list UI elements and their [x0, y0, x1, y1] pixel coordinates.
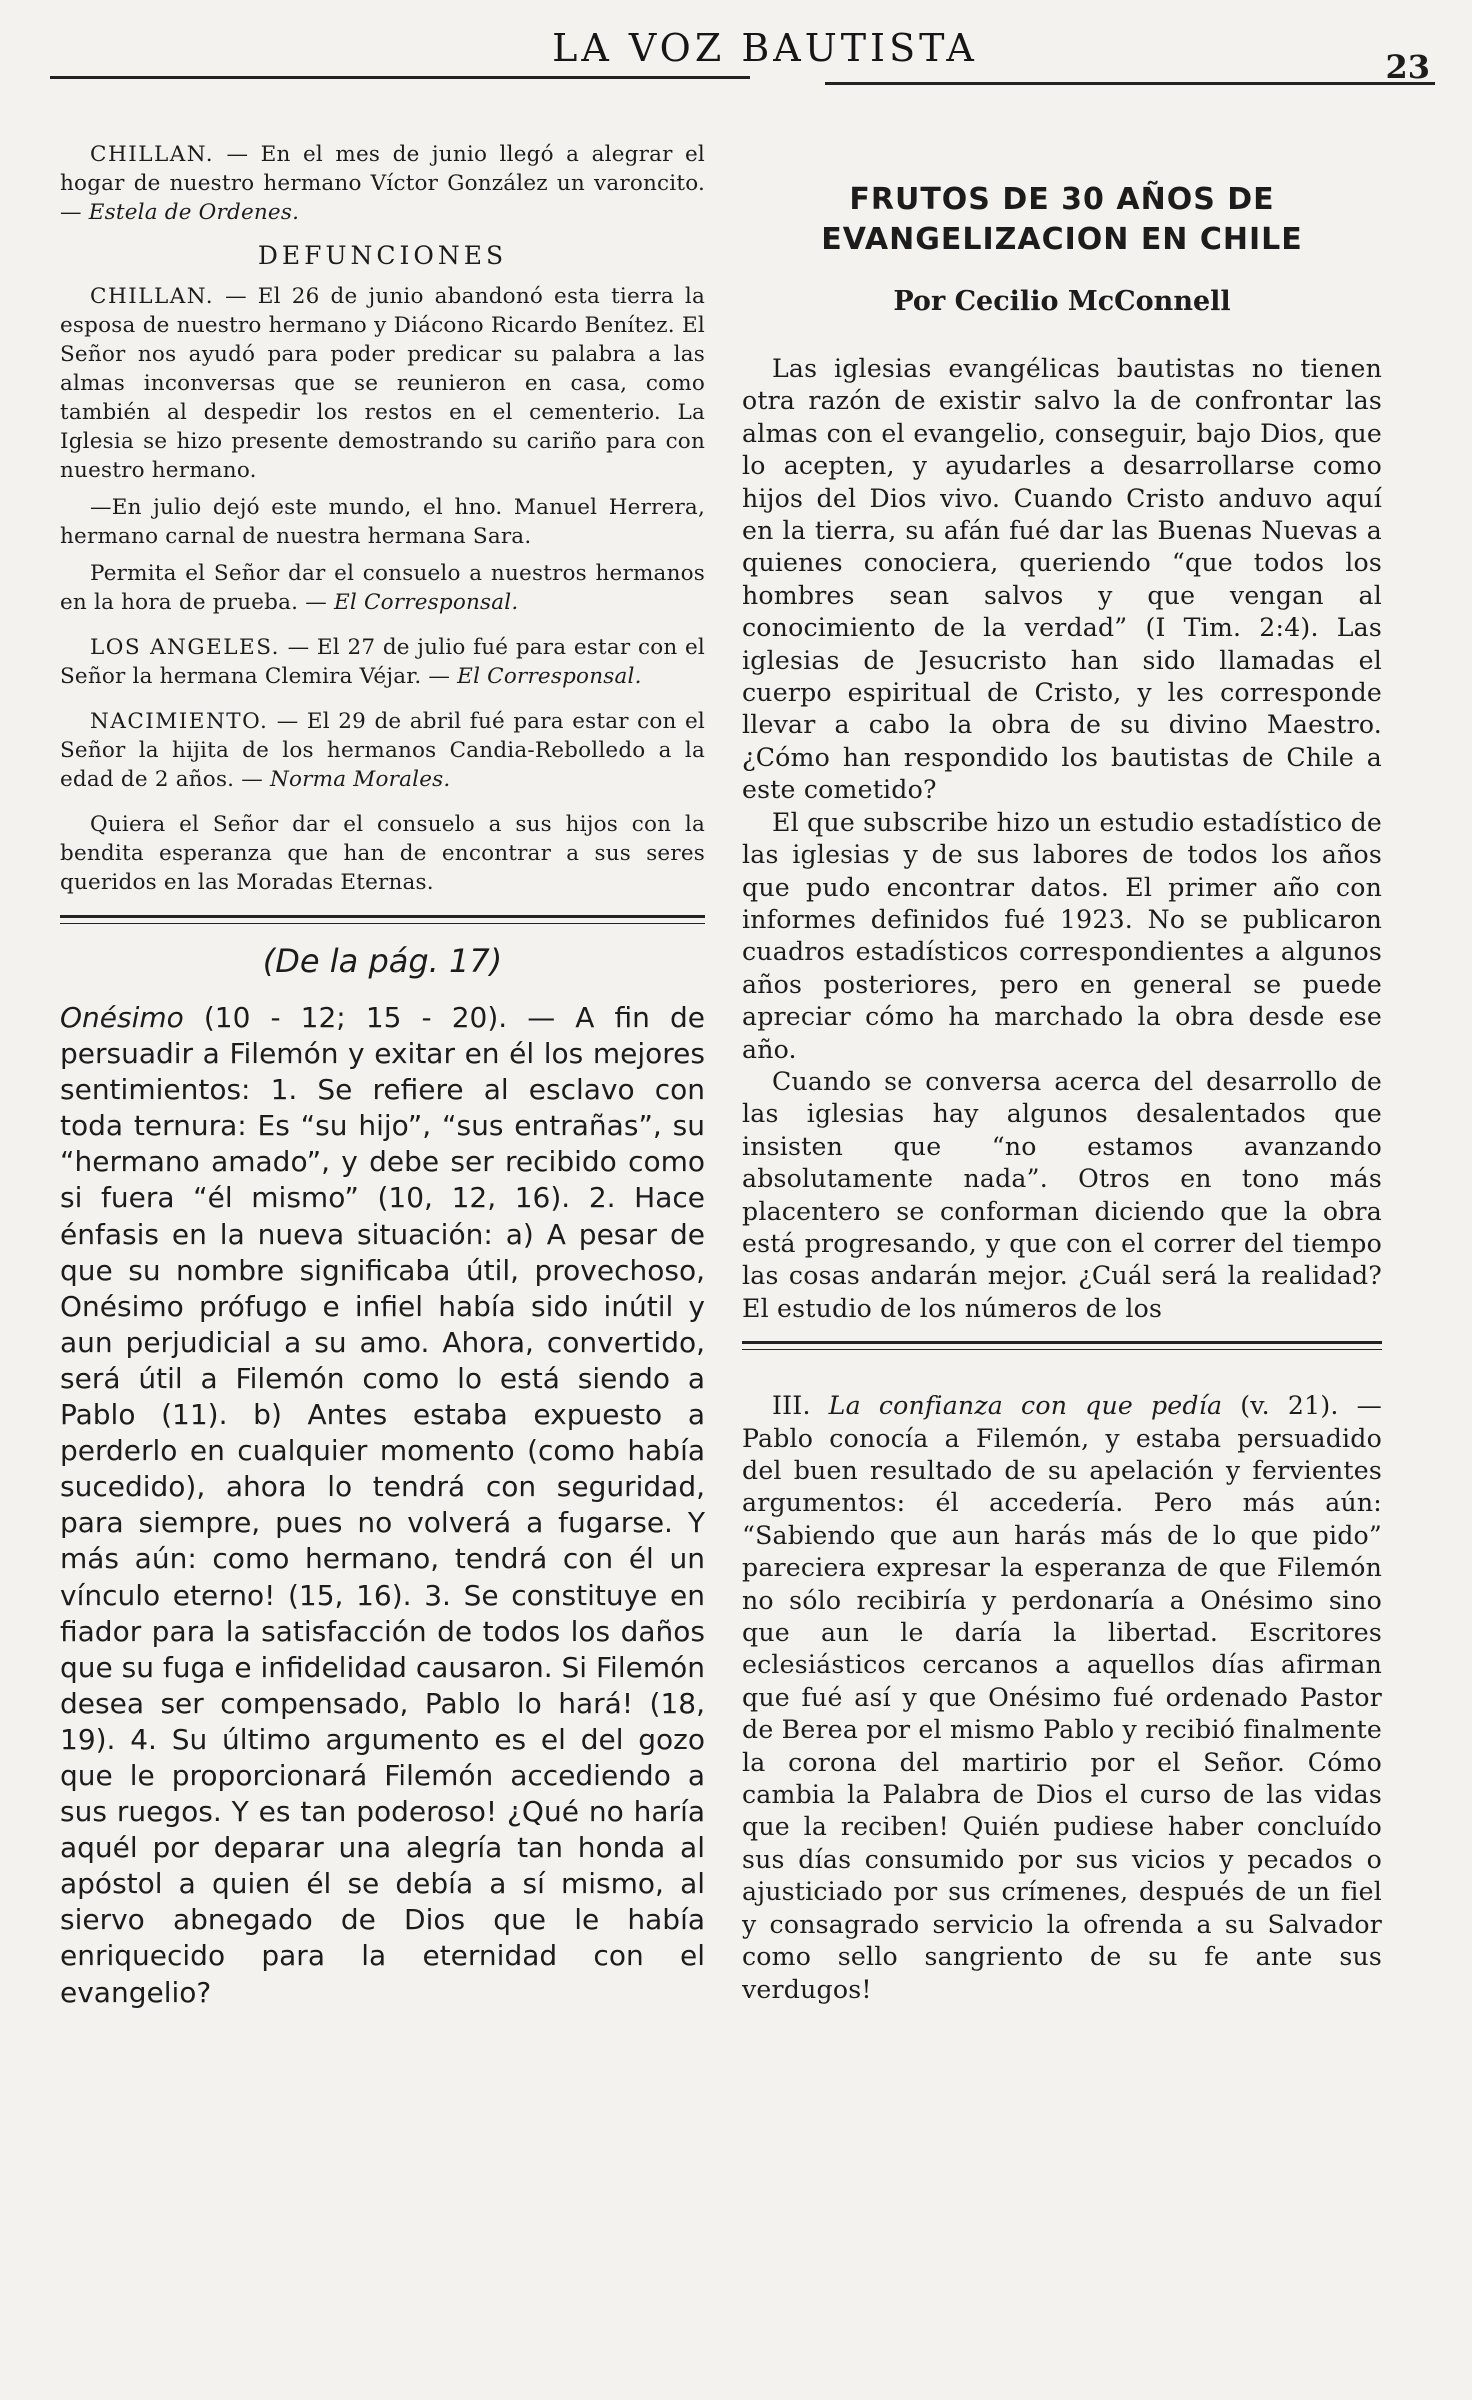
defuncion-consuelo [60, 559, 705, 617]
onesimo-paragraph [60, 1000, 705, 2011]
page-number: 23 [1385, 48, 1430, 86]
defunciones-heading: DEFUNCIONES [257, 241, 508, 270]
defuncion-signature: El Corresponsal. [457, 664, 642, 689]
left-column [60, 140, 705, 2011]
article-title: FRUTOS DE 30 AÑOS DE EVANGELIZACION EN CHILE [821, 182, 1303, 257]
defuncion-place: NACIMIENTO. [90, 709, 269, 734]
page-header [50, 18, 1440, 108]
magazine-title: LA VOZ BAUTISTA [552, 26, 978, 70]
continued-from: (De la pág. 17) [262, 942, 503, 980]
notice-chillan-birth [60, 140, 705, 227]
article-paragraph: Cuando se conversa acerca del desarrollo de las iglesias hay algunos desalentados que insisten que “no estamos avanzando absolutamente nada”. Otros en tono más placentero se conforman diciendo que la obra está progresando, y que con el correr del tiempo las cosas andarán mejor. ¿Cuál será la realidad? El estudio de los números de los [742, 1066, 1382, 1323]
defuncion-text: Permita el Señor dar el consuelo a nuestros hermanos en la hora de prueba. — [60, 561, 705, 615]
defuncion-signature: Norma Morales. [269, 767, 451, 792]
header-rule-right [825, 82, 1435, 85]
section-three-paragraph [742, 1390, 1382, 2006]
notice-place: CHILLAN. [90, 142, 215, 167]
defuncion-place: LOS ANGELES. [90, 635, 281, 660]
defuncion-chillan [60, 282, 705, 485]
notice-signature: Estela de Ordenes. [88, 200, 300, 225]
defuncion-herrera: —En julio dejó este mundo, el hno. Manuel Herrera, hermano carnal de nuestra hermana Sara. [60, 495, 705, 549]
defuncion-signature: El Corresponsal. [333, 590, 519, 615]
section-three-ref: (v. 21). [1222, 1391, 1339, 1421]
defuncion-text: — El 26 de junio abandonó esta tierra la esposa de nuestro hermano y Diácono Ricardo Benítez. El Señor nos ayudó para poder predicar su palabra a las almas inconversas que se reunieron en casa, como también al despedir los restos en el cementerio. La Iglesia se hizo presente demostrando su cariño para con nuestro hermano. [60, 284, 705, 483]
onesimo-text: (10 - 12; 15 - 20). — A fin de persuadir a Filemón y exitar en él los mejores sentimientos: 1. Se refiere al esclavo con toda ternura: Es “su hijo”, “sus entrañas”, su “hermano amado”, y debe ser recibido como si fuera “él mismo” (10, 12, 16). 2. Hace énfasis en la nueva situación: a) A pesar de que su nombre significaba útil, provechoso, Onésimo prófugo e infiel había sido inútil y aun perjudicial a su amo. Ahora, convertido, será útil a Filemón como lo está siendo a Pablo (11). b) Antes estaba expuesto a perderlo en cualquier momento (como había sucedido), ahora lo tendrá con seguridad, para siempre, pues no volverá a fugarse. Y más aún: como hermano, tendrá con él un vínculo eterno! (15, 16). 3. Se constituye en fiador para la satisfacción de todos los daños que su fuga e infidelidad causaron. Si Filemón desea ser compensado, Pablo lo hará! (18, 19). 4. Su último argumento es el del gozo que le proporcionará Filemón accediendo a sus ruegos. Y es tan poderoso! ¿Qué no haría aquél por deparar una alegría tan honda al apóstol a quien él se debía a sí mismo, al siervo abnegado de Dios que le había enriquecido para la eternidad con el evangelio? [60, 1001, 705, 2009]
article-byline: Por Cecilio McConnell [893, 286, 1231, 317]
section-three-label: III. [772, 1391, 829, 1421]
defuncion-text: — El 27 de julio fué para estar con el Señor la hermana Clemira Véjar. — [60, 635, 705, 689]
article-paragraph: Las iglesias evangélicas bautistas no tienen otra razón de existir salvo la de confrontar las almas con el evangelio, conseguir, bajo Dios, que lo acepten, y ayudarles a desarrollarse como hijos del Dios vivo. Cuando Cristo anduvo aquí en la tierra, su afán fué dar las Buenas Nuevas a quienes conociera, queriendo “que todos los hombres sean salvos y que vengan al conocimiento de la verdad” (I Tim. 2:4). Las iglesias de Jesucristo han sido llamadas el cuerpo espiritual de Cristo, y les corresponde llevar a cabo la obra de su divino Maestro. ¿Cómo han respondido los bautistas de Chile a este cometido? [742, 354, 1382, 805]
notice-text: — En el mes de junio llegó a alegrar el hogar de nuestro hermano Víctor González un varoncito. — [60, 142, 705, 225]
section-divider [742, 1341, 1382, 1350]
right-column [742, 150, 1382, 2006]
defuncion-nacimiento [60, 707, 705, 794]
defuncion-text: — El 29 de abril fué para estar con el Señor la hijita de los hermanos Candia-Rebolledo a la edad de 2 años. — [60, 709, 705, 792]
section-divider [60, 915, 705, 924]
defuncion-place: CHILLAN. [90, 284, 215, 309]
onesimo-lead: Onésimo [60, 1001, 184, 1034]
defuncion-closing: Quiera el Señor dar el consuelo a sus hijos con la bendita esperanza que han de encontrar a sus seres queridos en las Moradas Eternas. [60, 812, 705, 895]
section-three-text: — Pablo conocía a Filemón, y estaba persuadido del buen resultado de su apelación y fervientes argumentos: él accedería. Pero más aún: “Sabiendo que aun harás más de lo que pido” pareciera expresar la esperanza de que Filemón no sólo recibiría y perdonaría a Onésimo sino que aun le daría la libertad. Escritores eclesiásticos cercanos a aquellos días afirman que fué así y que Onésimo fué ordenado Pastor de Berea por el mismo Pablo y recibió finalmente la corona del martirio por el Señor. Cómo cambia la Palabra de Dios el curso de las vidas que la reciben! Quién pudiese haber concluído sus días consumido por sus vicios y pecados o ajusticiado por sus crímenes, después de un fiel y consagrado servicio la ofrenda a su Salvador como sello sangriento de su fe ante sus verdugos! [742, 1391, 1382, 2004]
defuncion-los-angeles [60, 633, 705, 691]
article-paragraph: El que subscribe hizo un estudio estadístico de las iglesias y de sus labores de todos los años que pudo encontrar datos. El primer año con informes definidos fué 1923. No se publicaron cuadros estadísticos correspondientes a algunos años posteriores, pero en general se puede apreciar cómo ha marchado la obra desde ese año. [742, 807, 1382, 1064]
header-rule-left [50, 76, 750, 79]
section-three-title: La confianza con que pedía [828, 1391, 1223, 1421]
